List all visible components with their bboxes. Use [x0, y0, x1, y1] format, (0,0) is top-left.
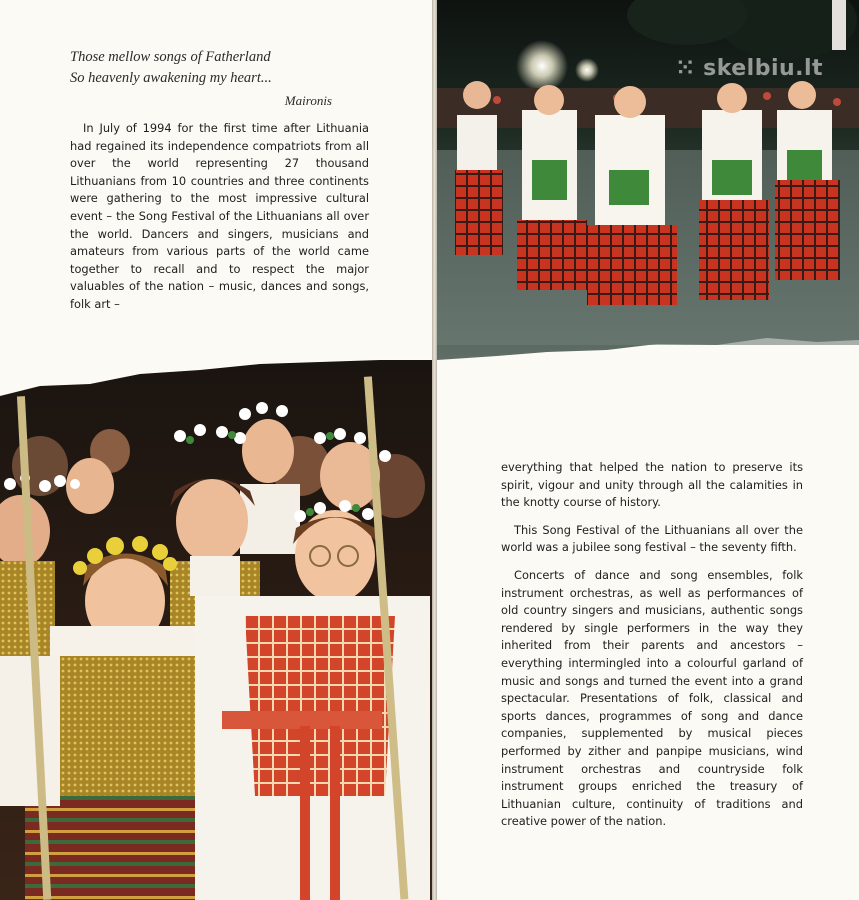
- right-paragraph-3: Concerts of dance and song ensembles, folk instrument orchestras, as well as performances of old country singers and musicians, authentic songs rendered by single performers in the way they inherited from their parents and ancestors – everything intermingled into a colourful garland of music and songs and turned the event into a grand spectacular. Presentations of folk, classical and sports dances, programmes of song and dance companies, supplemented by musical pieces performed by zither and panpipe musicians, wind instrument orchestras and countryside folk instrument groups enriched the treasury of Lithuanian culture, continuity of traditions and creative power of the nation.: [501, 567, 803, 829]
- photo-girls-with-wreaths: [0, 356, 432, 900]
- right-page-text: [501, 459, 803, 841]
- watermark: [676, 56, 823, 81]
- epigraph-author: Maironis: [284, 93, 332, 108]
- epigraph-line-2: So heavenly awakening my heart...: [70, 70, 272, 86]
- left-page-text: [70, 120, 369, 314]
- epigraph: [70, 47, 332, 111]
- watermark-text: skelbiu.lt: [703, 56, 824, 81]
- right-paragraph-2: This Song Festival of the Lithuanians all over the world was a jubilee song festival – the seventy fifth.: [501, 522, 803, 555]
- dots-logo-icon: ⁙: [676, 56, 704, 81]
- right-page: [437, 0, 859, 900]
- photo-folk-dancers: [437, 0, 859, 362]
- epigraph-line-1: Those mellow songs of Fatherland: [70, 49, 271, 65]
- left-paragraph: In July of 1994 for the first time after Lithuania had regained its independence compatriots from all over the world representing 27 thousand Lithuanians from 10 countries and three continents were gathering to the most impressive cultural event – the Song Festival of the Lithuanians all over the world. Dancers and singers, musicians and amateurs from various parts of the world came together to recall and to respect the major valuables of the nation – music, dances and songs, folk art –: [70, 121, 369, 311]
- right-paragraph-1: everything that helped the nation to preserve its spirit, vigour and unity through all the calamities in the knotty course of history.: [501, 460, 803, 510]
